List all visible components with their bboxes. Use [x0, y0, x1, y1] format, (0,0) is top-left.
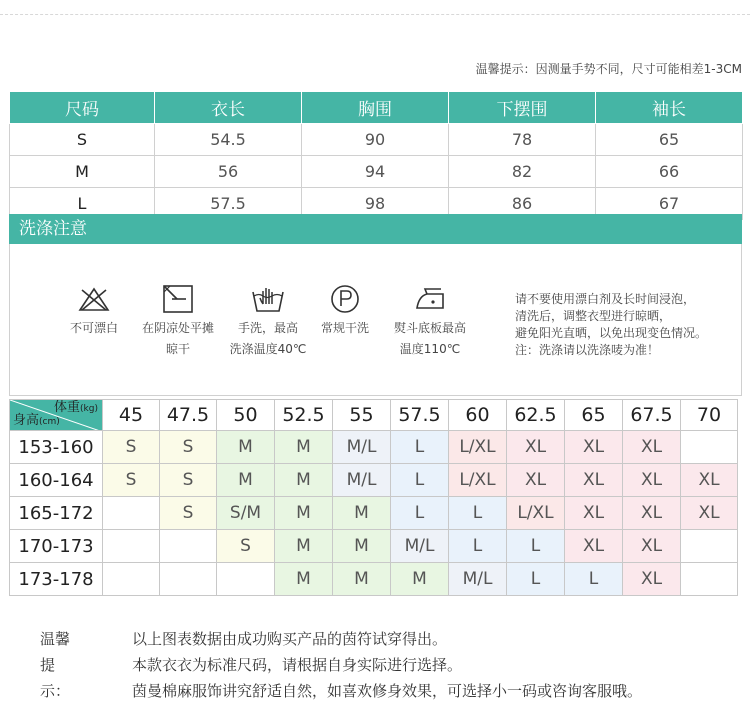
weight-col: 55: [333, 400, 391, 431]
height-range-cell: 173-178: [10, 563, 103, 596]
size-recommendation-cell: XL: [507, 464, 565, 497]
size-recommendation-cell: S: [103, 431, 160, 464]
care-note-line: 避免阳光直晒，以免出现变色情况。: [515, 326, 708, 340]
care-note-line: 注：洗涤请以洗涤唛为准！: [515, 343, 660, 357]
care-item-dry-clean: [313, 284, 377, 339]
header-hem: 下摆围: [449, 92, 596, 124]
size-recommendation-cell: L: [449, 497, 507, 530]
care-item-iron: [384, 284, 476, 360]
size-recommendation-cell: M: [333, 530, 391, 563]
size-recommendation-cell: L: [507, 563, 565, 596]
size-recommendation-cell: S: [217, 530, 275, 563]
iron-icon: [413, 284, 447, 314]
size-recommendation-cell: [103, 563, 160, 596]
table-row: [10, 124, 743, 156]
size-recommendation-cell: L: [449, 530, 507, 563]
header-sleeve: 袖长: [596, 92, 743, 124]
size-recommendation-cell: M: [275, 497, 333, 530]
care-panel: [9, 244, 742, 396]
table-row: [10, 156, 743, 188]
height-range-cell: 170-173: [10, 530, 103, 563]
size-recommendation-cell: XL: [681, 497, 738, 530]
care-item-hand-wash: [226, 284, 310, 360]
size-table-header: [10, 92, 743, 124]
size-recommendation-cell: [103, 497, 160, 530]
bust-cell: 98: [302, 188, 449, 220]
size-recommendation-cell: L/XL: [507, 497, 565, 530]
top-divider: [0, 14, 750, 15]
table-row: [10, 464, 738, 497]
header-length: 衣长: [155, 92, 302, 124]
hem-cell: 86: [449, 188, 596, 220]
size-recommendation-cell: M: [275, 431, 333, 464]
size-recommendation-cell: L/XL: [449, 464, 507, 497]
height-corner-label: [13, 413, 60, 430]
size-recommendation-cell: [103, 530, 160, 563]
care-label-2: 洗涤温度40℃: [229, 342, 307, 356]
size-recommendation-cell: S: [160, 497, 217, 530]
size-recommendation-cell: XL: [565, 530, 623, 563]
length-cell: 56: [155, 156, 302, 188]
size-recommendation-cell: M: [275, 563, 333, 596]
size-recommendation-cell: XL: [623, 497, 681, 530]
bust-cell: 90: [302, 124, 449, 156]
weight-col: 62.5: [507, 400, 565, 431]
care-item-dry-flat-shade: [136, 284, 220, 360]
size-recommendation-cell: M/L: [333, 464, 391, 497]
no-bleach-icon: [77, 284, 111, 314]
weight-col: 57.5: [391, 400, 449, 431]
size-recommendation-cell: [681, 530, 738, 563]
footer-line: 茵曼棉麻服饰讲究舒适自然，如喜欢修身效果，可选择小一码或咨询客服哦。: [132, 682, 643, 700]
size-recommendation-cell: M/L: [333, 431, 391, 464]
size-recommendation-cell: M: [217, 464, 275, 497]
size-recommendation-cell: XL: [565, 431, 623, 464]
length-cell: 57.5: [155, 188, 302, 220]
care-label-2: 温度110℃: [399, 342, 461, 356]
size-recommendation-cell: [681, 563, 738, 596]
weight-height-body: [10, 431, 738, 596]
footer-lines: [132, 626, 750, 704]
table-row: [10, 530, 738, 563]
sleeve-cell: 66: [596, 156, 743, 188]
size-recommendation-cell: XL: [623, 530, 681, 563]
footer-line: 以上图表数据由成功购买产品的茵符试穿得出。: [132, 630, 448, 648]
weight-corner-label: [54, 400, 98, 417]
table-row: [10, 497, 738, 530]
table-row: [10, 563, 738, 596]
size-recommendation-cell: XL: [507, 431, 565, 464]
size-recommendation-cell: S/M: [217, 497, 275, 530]
size-recommendation-cell: L: [391, 464, 449, 497]
care-label-2: 晾干: [165, 342, 190, 356]
size-recommendation-cell: S: [160, 464, 217, 497]
hem-cell: 82: [449, 156, 596, 188]
care-note: [515, 291, 745, 359]
size-recommendation-cell: S: [103, 464, 160, 497]
care-label: 熨斗底板最高: [393, 321, 466, 335]
size-recommendation-cell: [160, 530, 217, 563]
size-recommendation-cell: [160, 563, 217, 596]
size-recommendation-cell: XL: [681, 464, 738, 497]
table-row: [10, 431, 738, 464]
care-title: 洗涤注意: [9, 214, 742, 244]
care-label: 常规干洗: [320, 321, 369, 335]
header-bust: 胸围: [302, 92, 449, 124]
height-unit: (cm): [39, 417, 60, 427]
height-range-cell: 160-164: [10, 464, 103, 497]
size-recommendation-cell: L: [391, 431, 449, 464]
care-label: 在阴凉处平摊: [141, 321, 214, 335]
hem-cell: 78: [449, 124, 596, 156]
care-item-no-bleach: [62, 284, 126, 339]
size-recommendation-cell: M: [333, 563, 391, 596]
size-recommendation-cell: XL: [565, 464, 623, 497]
sleeve-cell: 65: [596, 124, 743, 156]
weight-col: 67.5: [623, 400, 681, 431]
size-recommendation-cell: M: [391, 563, 449, 596]
length-cell: 54.5: [155, 124, 302, 156]
height-label: 身高: [13, 413, 40, 428]
dry-clean-icon: [328, 284, 362, 314]
size-recommendation-cell: XL: [565, 497, 623, 530]
care-label: 手洗，最高: [237, 321, 298, 335]
dry-flat-shade-icon: [161, 284, 195, 314]
size-cell: L: [10, 188, 155, 220]
weight-col: 60: [449, 400, 507, 431]
header-size: 尺码: [10, 92, 155, 124]
size-recommendation-cell: M/L: [449, 563, 507, 596]
bust-cell: 94: [302, 156, 449, 188]
care-label: 不可漂白: [69, 321, 118, 335]
size-recommendation-cell: [217, 563, 275, 596]
hand-wash-icon: [251, 284, 285, 314]
weight-unit: (kg): [80, 404, 98, 414]
size-recommendation-cell: M: [275, 530, 333, 563]
size-cell: M: [10, 156, 155, 188]
size-recommendation-cell: L: [391, 497, 449, 530]
care-note-line: 请不要使用漂白剂及长时间浸泡，: [515, 292, 696, 306]
weight-label: 体重: [54, 400, 81, 415]
size-cell: S: [10, 124, 155, 156]
care-note-line: 清洗后，调整衣型进行晾晒，: [515, 309, 672, 323]
weight-header-row: [10, 400, 738, 431]
weight-col: 47.5: [160, 400, 217, 431]
size-recommendation-cell: S: [160, 431, 217, 464]
size-recommendation-cell: XL: [623, 431, 681, 464]
size-recommendation-cell: M: [333, 497, 391, 530]
size-recommendation-cell: L: [507, 530, 565, 563]
size-recommendation-cell: XL: [623, 563, 681, 596]
sleeve-cell: 67: [596, 188, 743, 220]
height-range-cell: 165-172: [10, 497, 103, 530]
size-table: [9, 91, 743, 220]
weight-height-table: [9, 399, 738, 596]
table-corner: [10, 400, 103, 431]
footer-label: 温馨提示：: [40, 630, 71, 700]
size-recommendation-cell: L/XL: [449, 431, 507, 464]
weight-col: 70: [681, 400, 738, 431]
size-recommendation-cell: M: [217, 431, 275, 464]
size-recommendation-cell: L: [565, 563, 623, 596]
weight-col: 50: [217, 400, 275, 431]
size-recommendation-cell: [681, 431, 738, 464]
weight-col: 52.5: [275, 400, 333, 431]
height-range-cell: 153-160: [10, 431, 103, 464]
footer-line: 本款衣衣为标准尺码，请根据自身实际进行选择。: [132, 656, 463, 674]
size-recommendation-cell: M: [275, 464, 333, 497]
weight-col: 45: [103, 400, 160, 431]
size-recommendation-cell: M/L: [391, 530, 449, 563]
size-recommendation-cell: XL: [623, 464, 681, 497]
measurement-notice: 温馨提示：因测量手势不同，尺寸可能相差1-3CM: [475, 62, 742, 76]
weight-col: 65: [565, 400, 623, 431]
